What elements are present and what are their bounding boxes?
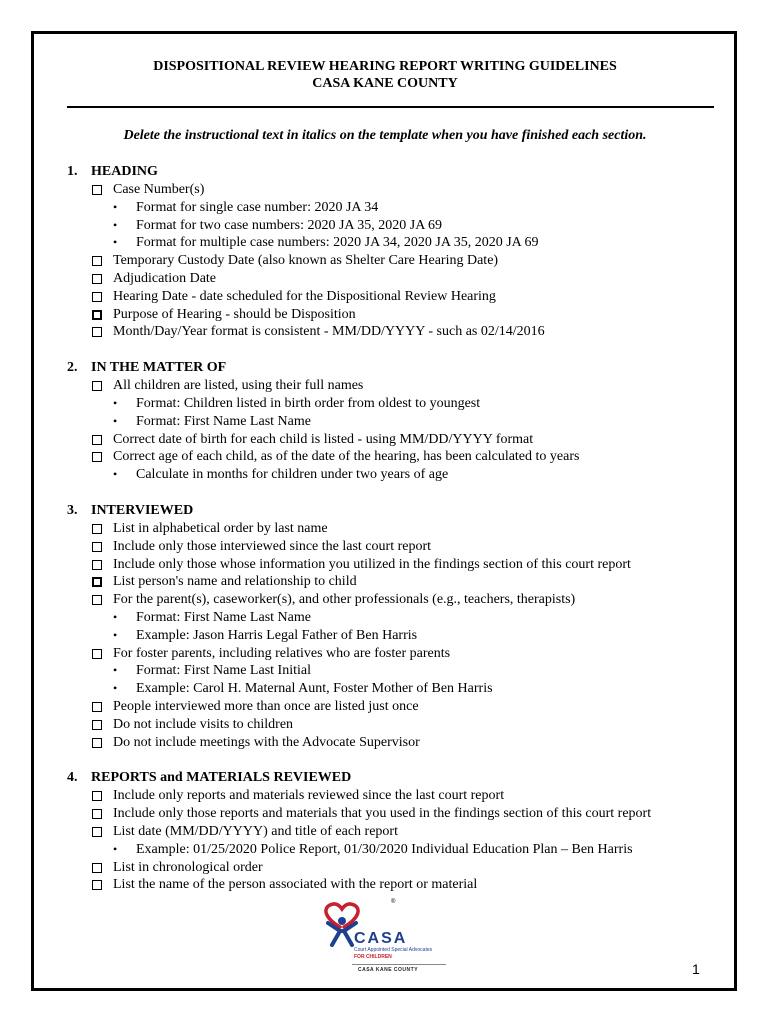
checklist-item-text: Include only reports and materials reviewed since the last court report xyxy=(113,788,505,804)
logo-for-children: FOR CHILDREN xyxy=(354,954,392,960)
bullet-item xyxy=(0,841,770,859)
bullet-item-text: Format for multiple case numbers: 2020 JA 34, 2020 JA 35, 2020 JA 69 xyxy=(136,235,539,251)
checklist-item xyxy=(0,270,770,288)
section-2 xyxy=(0,359,770,484)
bullet-item xyxy=(0,680,770,698)
bullet-icon: • xyxy=(113,841,118,856)
section-4 xyxy=(0,769,770,894)
checkbox-icon xyxy=(92,256,102,266)
logo-tagline: Court Appointed Special Advocates xyxy=(354,947,433,953)
checklist-item xyxy=(0,538,770,556)
checklist-item-text: Include only those interviewed since the last court report xyxy=(113,538,432,554)
section-heading xyxy=(0,502,770,520)
bullet-item-text: Format: First Name Last Name xyxy=(136,609,311,625)
checkbox-icon xyxy=(92,560,102,570)
checklist-item xyxy=(0,734,770,752)
checkbox-icon xyxy=(92,738,102,748)
checklist-item xyxy=(0,448,770,466)
checkbox-icon xyxy=(92,880,102,890)
bullet-icon: • xyxy=(113,609,118,624)
checklist-item xyxy=(0,306,770,324)
checklist-item-text: List date (MM/DD/YYYY) and title of each report xyxy=(113,823,398,839)
bullet-item xyxy=(0,395,770,413)
checklist-item-text: Hearing Date - date scheduled for the Dispositional Review Hearing xyxy=(113,288,496,304)
page-number: 1 xyxy=(692,961,700,977)
checkbox-icon xyxy=(92,185,102,195)
logo-county: CASA KANE COUNTY xyxy=(358,967,419,973)
section-heading-label: IN THE MATTER OF xyxy=(91,360,227,376)
bullet-item xyxy=(0,609,770,627)
checklist-item xyxy=(0,805,770,823)
logo-divider xyxy=(352,964,446,965)
bullet-item xyxy=(0,199,770,217)
checklist-item-text: All children are listed, using their full names xyxy=(113,378,364,394)
document-subtitle: CASA KANE COUNTY xyxy=(312,76,458,91)
bullet-item-text: Format for single case number: 2020 JA 34 xyxy=(136,199,379,215)
checklist-item-text: Do not include meetings with the Advocate Supervisor xyxy=(113,734,420,750)
checklist-item-text: List in alphabetical order by last name xyxy=(113,520,328,536)
bullet-icon: • xyxy=(113,413,118,428)
section-number: 4. xyxy=(67,770,78,786)
checklist-item-text: Include only those reports and materials that you used in the findings section of this court report xyxy=(113,806,652,822)
checklist-item-text: For the parent(s), caseworker(s), and other professionals (e.g., teachers, therapists) xyxy=(113,592,576,608)
checkbox-icon xyxy=(92,452,102,462)
registered-mark: ® xyxy=(391,899,396,905)
checklist-item xyxy=(0,591,770,609)
section-heading xyxy=(0,359,770,377)
checklist-item xyxy=(0,377,770,395)
bullet-icon: • xyxy=(113,235,118,250)
checkbox-icon xyxy=(92,791,102,801)
bullet-icon: • xyxy=(113,467,118,482)
checklist-item xyxy=(0,859,770,877)
checkbox-icon xyxy=(92,274,102,284)
checklist-item xyxy=(0,556,770,574)
bullet-item xyxy=(0,413,770,431)
bullet-icon: • xyxy=(113,681,118,696)
checklist-item-text: Temporary Custody Date (also known as Shelter Care Hearing Date) xyxy=(113,253,499,269)
checklist-item xyxy=(0,181,770,199)
checklist-item-text: Adjudication Date xyxy=(113,270,217,286)
checklist-item xyxy=(0,823,770,841)
checklist-item xyxy=(0,431,770,449)
checklist-item xyxy=(0,698,770,716)
checklist-item xyxy=(0,252,770,270)
checkbox-icon xyxy=(92,435,102,445)
section-3 xyxy=(0,502,770,751)
section-number: 3. xyxy=(67,502,78,518)
bullet-item xyxy=(0,466,770,484)
checkbox-icon xyxy=(92,524,102,534)
bullet-item-text: Example: Carol H. Maternal Aunt, Foster Mother of Ben Harris xyxy=(136,681,493,697)
checklist-item xyxy=(0,787,770,805)
checkbox-icon xyxy=(92,649,102,659)
bullet-item-text: Example: 01/25/2020 Police Report, 01/30/2020 Individual Education Plan – Ben Harris xyxy=(136,841,633,857)
checkbox-icon xyxy=(92,595,102,605)
section-heading-label: REPORTS and MATERIALS REVIEWED xyxy=(91,770,352,786)
bullet-icon: • xyxy=(113,217,118,232)
checklist-item xyxy=(0,288,770,306)
guidelines-content xyxy=(0,163,770,912)
title-divider xyxy=(67,106,714,108)
bullet-item xyxy=(0,662,770,680)
checklist-item-text: List in chronological order xyxy=(113,859,263,875)
checkbox-icon xyxy=(92,577,102,587)
checklist-item xyxy=(0,645,770,663)
bullet-icon: • xyxy=(113,663,118,678)
section-heading-label: HEADING xyxy=(91,164,158,179)
section-heading xyxy=(0,769,770,787)
section-heading xyxy=(0,163,770,181)
checkbox-icon xyxy=(92,827,102,837)
bullet-icon: • xyxy=(113,395,118,410)
bullet-item xyxy=(0,234,770,252)
section-number: 2. xyxy=(67,360,78,376)
checklist-item xyxy=(0,876,770,894)
checklist-item-text: Purpose of Hearing - should be Disposition xyxy=(113,306,356,322)
checklist-item-text: Do not include visits to children xyxy=(113,716,294,732)
checklist-item-text: List the name of the person associated with the report or material xyxy=(113,877,478,893)
checkbox-icon xyxy=(92,809,102,819)
document-title: DISPOSITIONAL REVIEW HEARING REPORT WRITING GUIDELINES xyxy=(153,59,617,74)
bullet-item-text: Format for two case numbers: 2020 JA 35, 2020 JA 69 xyxy=(136,217,443,233)
bullet-item-text: Format: Children listed in birth order from oldest to youngest xyxy=(136,395,481,411)
bullet-item-text: Calculate in months for children under two years of age xyxy=(136,467,449,483)
checklist-item xyxy=(0,573,770,591)
checkbox-icon xyxy=(92,310,102,320)
checklist-item-text: Correct date of birth for each child is listed - using MM/DD/YYYY format xyxy=(113,431,534,447)
checklist-item-text: List person's name and relationship to child xyxy=(113,574,357,590)
checkbox-icon xyxy=(92,381,102,391)
figure-body-icon xyxy=(328,923,356,945)
section-number: 1. xyxy=(67,164,78,179)
checkbox-icon xyxy=(92,720,102,730)
checklist-item-text: Include only those whose information you utilized in the findings section of this court report xyxy=(113,556,631,572)
checkbox-icon xyxy=(92,327,102,337)
checklist-item xyxy=(0,716,770,734)
checkbox-icon xyxy=(92,702,102,712)
checklist-item xyxy=(0,520,770,538)
checkbox-icon xyxy=(92,292,102,302)
bullet-item xyxy=(0,217,770,235)
bullet-item-text: Format: First Name Last Name xyxy=(136,413,311,429)
checklist-item xyxy=(0,323,770,341)
checkbox-icon xyxy=(92,863,102,873)
checklist-item-text: For foster parents, including relatives who are foster parents xyxy=(113,645,451,661)
figure-head-icon xyxy=(338,917,346,925)
bullet-icon: • xyxy=(113,627,118,642)
checklist-item-text: People interviewed more than once are listed just once xyxy=(113,698,419,714)
checkbox-icon xyxy=(92,542,102,552)
bullet-item-text: Format: First Name Last Initial xyxy=(136,663,311,679)
checklist-item-text: Month/Day/Year format is consistent - MM/DD/YYYY - such as 02/14/2016 xyxy=(113,324,545,340)
bullet-item xyxy=(0,627,770,645)
instruction-text: Delete the instructional text in italics on the template when you have finished each section. xyxy=(123,128,647,143)
logo-wordmark: CASA xyxy=(354,930,408,947)
bullet-icon: • xyxy=(113,199,118,214)
bullet-item-text: Example: Jason Harris Legal Father of Ben Harris xyxy=(136,627,418,643)
section-1 xyxy=(0,163,770,341)
section-heading-label: INTERVIEWED xyxy=(91,502,194,518)
checklist-item-text: Case Number(s) xyxy=(113,182,205,197)
checklist-item-text: Correct age of each child, as of the date of the hearing, has been calculated to years xyxy=(113,449,580,465)
